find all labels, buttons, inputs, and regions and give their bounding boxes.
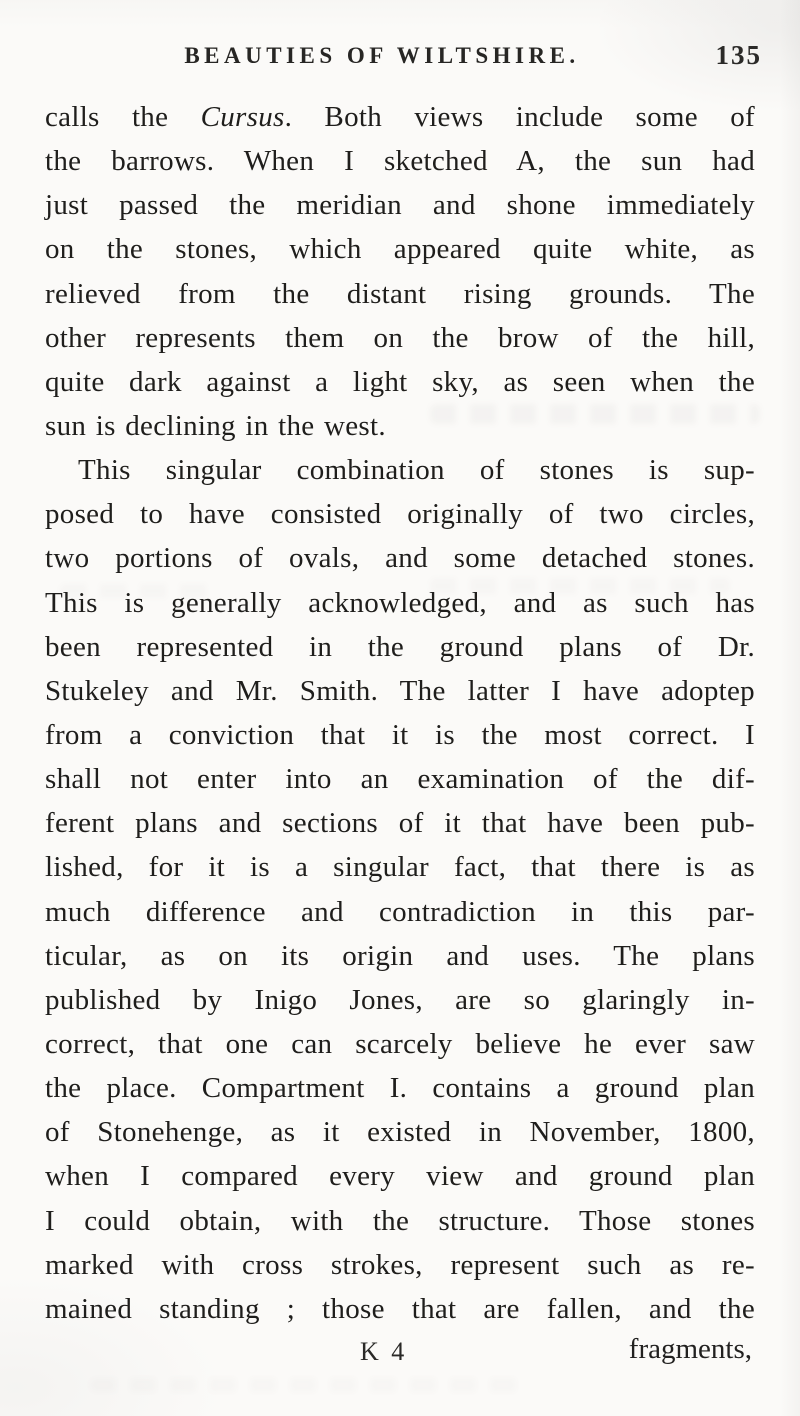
text-line: marked with cross strokes, represent such as re- bbox=[45, 1248, 755, 1281]
text-line: published by Inigo Jones, are so glaringly in- bbox=[45, 983, 755, 1016]
ink-bleed-artifact bbox=[90, 1378, 520, 1392]
text-line: ticular, as on its origin and uses. The plans bbox=[45, 939, 755, 972]
text-line: lished, for it is a singular fact, that there is as bbox=[45, 851, 755, 884]
ink-bleed-artifact bbox=[60, 584, 210, 598]
text-line: This singular combination of stones is sup- bbox=[78, 454, 755, 487]
text-line: posed to have consisted originally of two circles, bbox=[45, 498, 755, 531]
text-line: calls the Cursus. Both views include some of bbox=[45, 101, 756, 133]
text-line: correct, that one can scarcely believe he ever saw bbox=[45, 1027, 755, 1060]
text-line: sun is declining in the west. bbox=[45, 409, 386, 442]
page-body bbox=[45, 95, 755, 1331]
text-line: other represents them on the brow of the hill, bbox=[45, 321, 755, 354]
ink-bleed-artifact bbox=[430, 578, 730, 594]
text-line: mained standing ; those that are fallen, and the bbox=[45, 1292, 755, 1325]
catchword: fragments, bbox=[628, 1333, 752, 1365]
page-title: BEAUTIES OF WILTSHIRE. bbox=[184, 43, 580, 68]
text-line: just passed the meridian and shone immediately bbox=[45, 189, 755, 222]
text-line: of Stonehenge, as it existed in November, 1800, bbox=[45, 1116, 755, 1149]
text-line: shall not enter into an examination of the dif- bbox=[45, 763, 755, 796]
text-line: the place. Compartment I. contains a ground plan bbox=[45, 1072, 755, 1105]
text-line: two portions of ovals, and some detached stones. bbox=[45, 542, 755, 575]
text-line: much difference and contradiction in this par- bbox=[45, 895, 755, 928]
text-line: been represented in the ground plans of Dr. bbox=[45, 630, 755, 663]
text-line: This is generally acknowledged, and as such has bbox=[45, 586, 755, 619]
signature-mark: K 4 bbox=[360, 1337, 408, 1366]
page-number: 135 bbox=[715, 40, 762, 70]
text-line: the barrows. When I sketched A, the sun had bbox=[45, 145, 755, 178]
ink-bleed-artifact bbox=[430, 404, 760, 424]
text-line: relieved from the distant rising grounds. The bbox=[45, 277, 755, 310]
text-line: quite dark against a light sky, as seen when the bbox=[45, 365, 755, 398]
text-line: on the stones, which appeared quite white, as bbox=[45, 233, 755, 266]
running-header bbox=[0, 40, 800, 76]
text-line: Stukeley and Mr. Smith. The latter I have adoptep bbox=[45, 674, 755, 707]
text-line: ferent plans and sections of it that have been pub- bbox=[45, 807, 755, 840]
text-line: when I compared every view and ground plan bbox=[45, 1160, 755, 1193]
text-line: from a conviction that it is the most correct. I bbox=[45, 718, 755, 751]
text-line: I could obtain, with the structure. Those stones bbox=[45, 1204, 755, 1237]
